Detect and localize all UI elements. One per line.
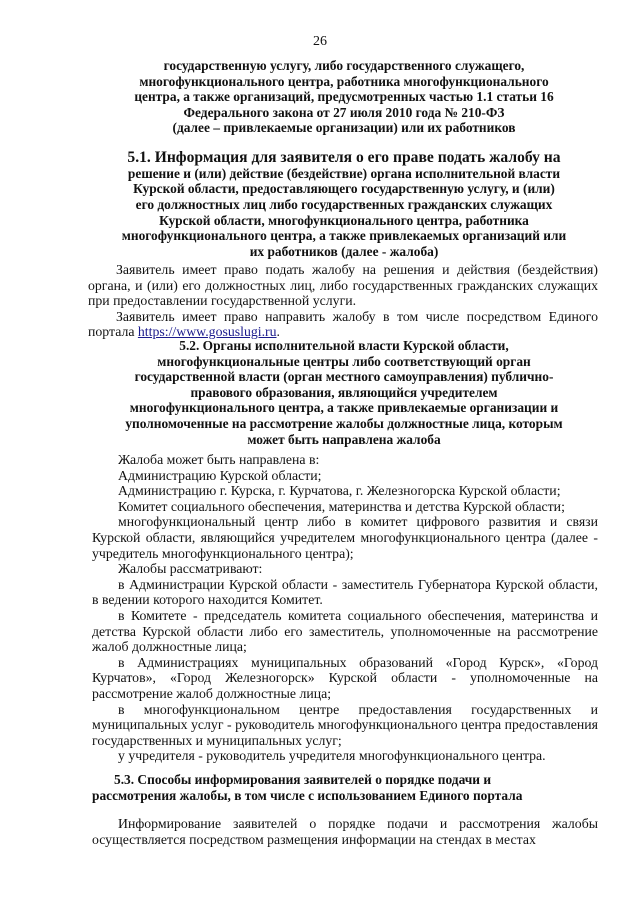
body-paragraph: в Администрациях муниципальных образований «Город Курск», «Город Курчатов», «Город Железногорск» Курской области - уполномоченные на рассмотрение жалоб должностные лица; xyxy=(92,654,598,701)
section-5-3-body xyxy=(92,816,598,847)
body-paragraph: Заявитель имеет право подать жалобу на решения и действия (бездействия) органа, и (или) его должностных лиц, либо государственных гражданских служащих при предоставлении государственной услуги. xyxy=(88,262,598,309)
heading-line: государственной власти (орган местного самоуправления) публично- xyxy=(134,369,554,385)
heading-line: многофункционального центра, а также привлекаемых организаций или xyxy=(121,228,567,244)
body-paragraph: Жалобы рассматривают: xyxy=(118,561,263,577)
paragraph-end: . xyxy=(276,324,280,340)
heading-line: уполномоченные на рассмотрение жалобы должностные лица, которым xyxy=(125,415,563,431)
section-5-1-heading xyxy=(88,150,600,259)
body-paragraph: Администрацию Курской области; xyxy=(118,467,322,483)
heading-line: решение и (или) действие (бездействие) органа исполнительной власти xyxy=(127,165,561,181)
body-paragraph: Комитет социального обеспечения, материнства и детства Курской области; xyxy=(118,498,565,514)
intro-heading-line: (далее – привлекаемые организации) или их работников xyxy=(172,120,516,136)
body-paragraph: в Комитете - председатель комитета социального обеспечения, материнства и детства Курской области либо его заместитель, уполномоченные на рассмотрение жалоб должностные лица; xyxy=(92,607,598,655)
section-5-1-body xyxy=(88,262,598,340)
body-paragraph: Жалоба может быть направлена в: xyxy=(118,452,320,467)
section-5-3-heading xyxy=(92,772,598,803)
body-paragraph: Информирование заявителей о порядке подачи и рассмотрения жалобы осуществляется посредством размещения информации на стендах в местах xyxy=(92,816,598,847)
heading-line: Курской области, многофункционального центра, работника xyxy=(159,212,529,228)
heading-line: их работников (далее - жалоба) xyxy=(249,243,439,259)
body-paragraph: многофункциональный центр либо в комитет цифрового развития и связи Курской области, являющийся учредителем многофункционального центра (далее - учредитель многофункционального центра); xyxy=(92,514,598,561)
section-5-2-heading xyxy=(88,338,600,447)
body-paragraph: в Администрации Курской области - заместитель Губернатора Курской области, в ведении которого находится Комитет. xyxy=(92,576,598,608)
intro-heading xyxy=(94,58,594,136)
paragraph-text: Заявитель имеет право направить жалобу в том числе посредством Единого портала xyxy=(88,308,598,340)
gosuslugi-link[interactable]: https://www.gosuslugi.ru xyxy=(137,324,277,340)
body-paragraph: в многофункциональном центре предоставления государственных и муниципальных услуг - руководитель многофункционального центра предоставления государственных и муниципальных услуг; xyxy=(92,701,598,748)
heading-line: его должностных лиц либо государственных гражданских служащих xyxy=(135,196,553,212)
page-number: 26 xyxy=(313,34,327,49)
intro-heading-line: центра, а также организаций, предусмотренных частью 1.1 статьи 16 xyxy=(134,89,554,105)
body-paragraph: Администрацию г. Курска, г. Курчатова, г. Железногорска Курской области; xyxy=(118,483,561,499)
intro-heading-line: многофункционального центра, работника многофункционального xyxy=(139,73,549,89)
intro-heading-line: Федерального закона от 27 июля 2010 года № 210-ФЗ xyxy=(183,104,505,120)
heading-line: правового образования, являющийся учредителем xyxy=(190,384,498,400)
heading-line: 5.2. Органы исполнительной власти Курской области, xyxy=(179,338,509,353)
body-paragraph-portal xyxy=(88,309,598,340)
heading-line: многофункциональные центры либо соответствующий орган xyxy=(157,353,531,369)
intro-heading-line: государственную услугу, либо государственного служащего, xyxy=(163,58,525,73)
heading-line: Курской области, предоставляющего государственную услугу, и (или) xyxy=(133,181,555,197)
heading-line: может быть направлена жалоба xyxy=(247,431,441,447)
heading-line: рассмотрения жалобы, в том числе с использованием Единого портала xyxy=(92,787,523,803)
section-5-2-body xyxy=(92,452,598,764)
heading-line: 5.3. Способы информирования заявителей о порядке подачи и xyxy=(114,772,492,787)
heading-line: 5.1. Информация для заявителя о его праве подать жалобу на xyxy=(127,149,561,166)
body-paragraph: у учредителя - руководитель учредителя многофункционального центра. xyxy=(118,748,546,764)
heading-line: многофункционального центра, а также привлекаемые организации и xyxy=(129,400,559,416)
